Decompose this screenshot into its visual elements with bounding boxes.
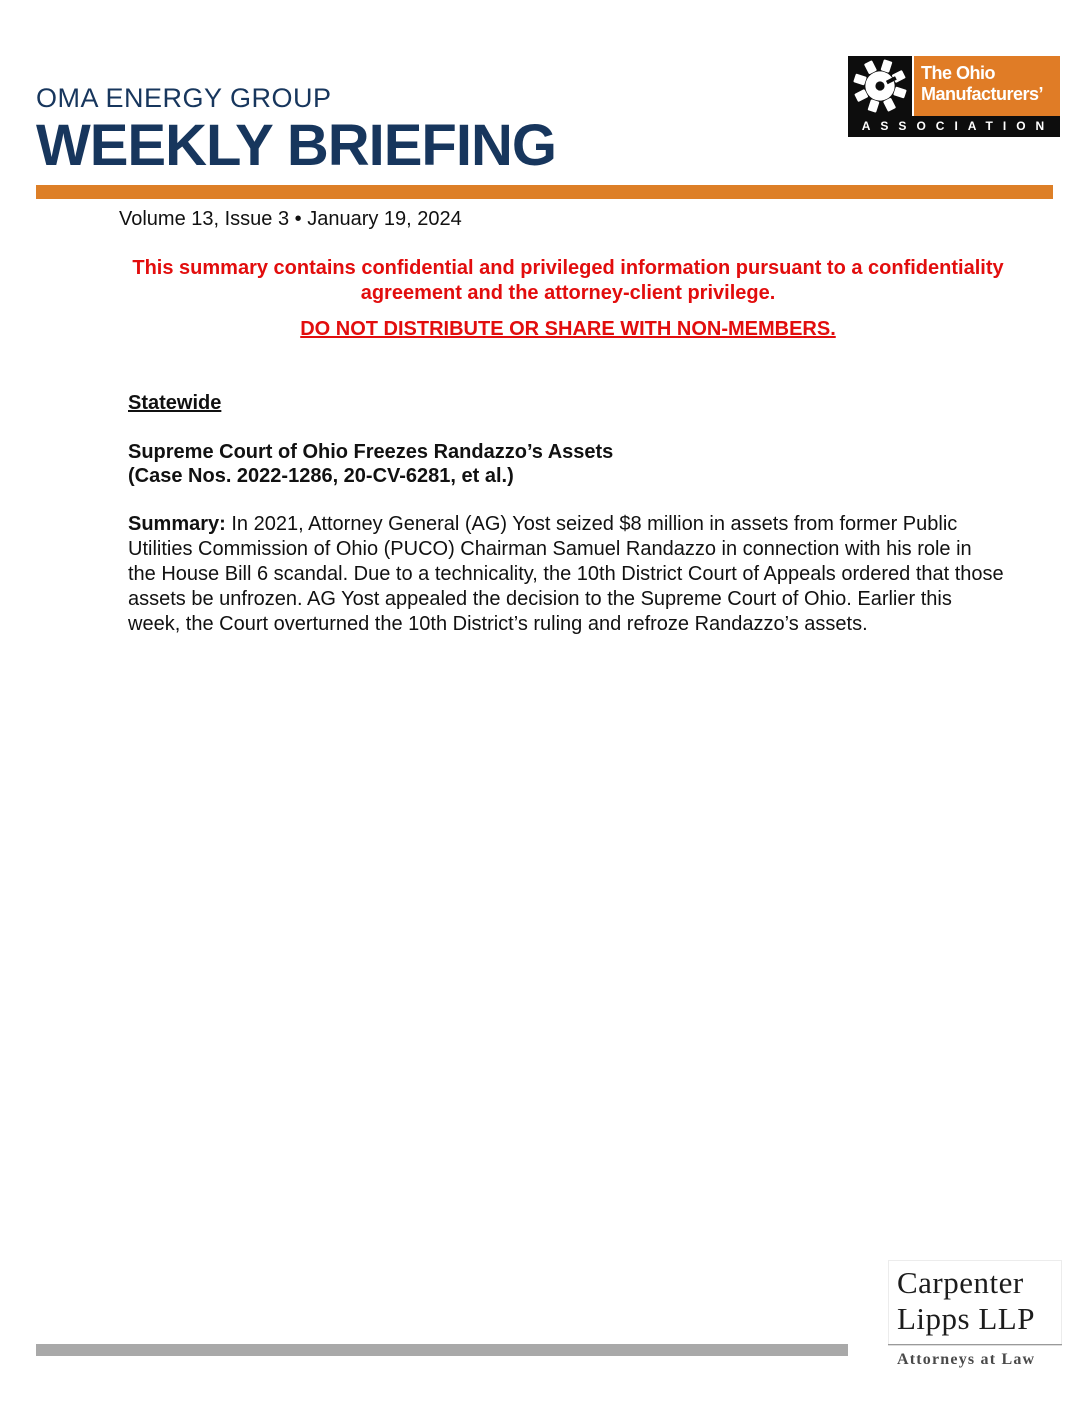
oma-logo-line2: Manufacturers’ [921,84,1044,105]
oma-logo-association-strip: ASSOCIATION [848,116,1060,137]
oma-logo-line1: The Ohio [921,63,995,83]
firm-name-box [888,1260,1062,1344]
firm-tagline: Attorneys at Law [897,1351,1036,1369]
firm-name-line2: Lipps LLP [897,1300,1035,1336]
issue-line: Volume 13, Issue 3 • January 19, 2024 [119,208,462,230]
summary-text: In 2021, Attorney General (AG) Yost seized $8 million in assets from former Public Utilities Commission of Ohio (PUCO) Chairman Samuel Randazzo in connection with his role in the House Bill 6 scandal. Due to a technicality, the 10th District Court of Appeals ordered that those assets be unfrozen. AG Yost appealed the decision to the Supreme Court of Ohio. Earlier this week, the Court overturned the 10th District’s ruling and refroze Randazzo’s assets. [128,513,1004,635]
oma-association-logo [848,56,1060,137]
article-case-numbers: (Case Nos. 2022-1286, 20-CV-6281, et al.) [128,465,514,488]
confidential-notice: This summary contains confidential and privileged information pursuant to a confidentiality agreement and the attorney-client privilege. [132,257,1004,304]
summary-label: Summary: [128,513,226,535]
distribution-warning: DO NOT DISTRIBUTE OR SHARE WITH NON-MEMBERS. [300,318,836,340]
article-title-line1: Supreme Court of Ohio Freezes Randazzo’s Assets [128,441,614,463]
article-title [128,440,613,489]
footer-gray-bar [36,1344,848,1356]
page-title: WEEKLY BRIEFING [36,113,556,179]
orange-divider-rule [36,185,1053,199]
gear-icon [852,58,908,114]
oma-logo-text [914,56,1060,116]
summary-paragraph [128,512,1004,637]
firm-name-line1: Carpenter [897,1265,1024,1300]
header [36,82,556,177]
carpenter-lipps-logo [888,1260,1062,1369]
oma-logo-top [848,56,1060,116]
newsletter-group-title: OMA ENERGY GROUP [36,83,332,113]
section-heading-statewide: Statewide [128,392,222,414]
gear-box [848,56,912,116]
